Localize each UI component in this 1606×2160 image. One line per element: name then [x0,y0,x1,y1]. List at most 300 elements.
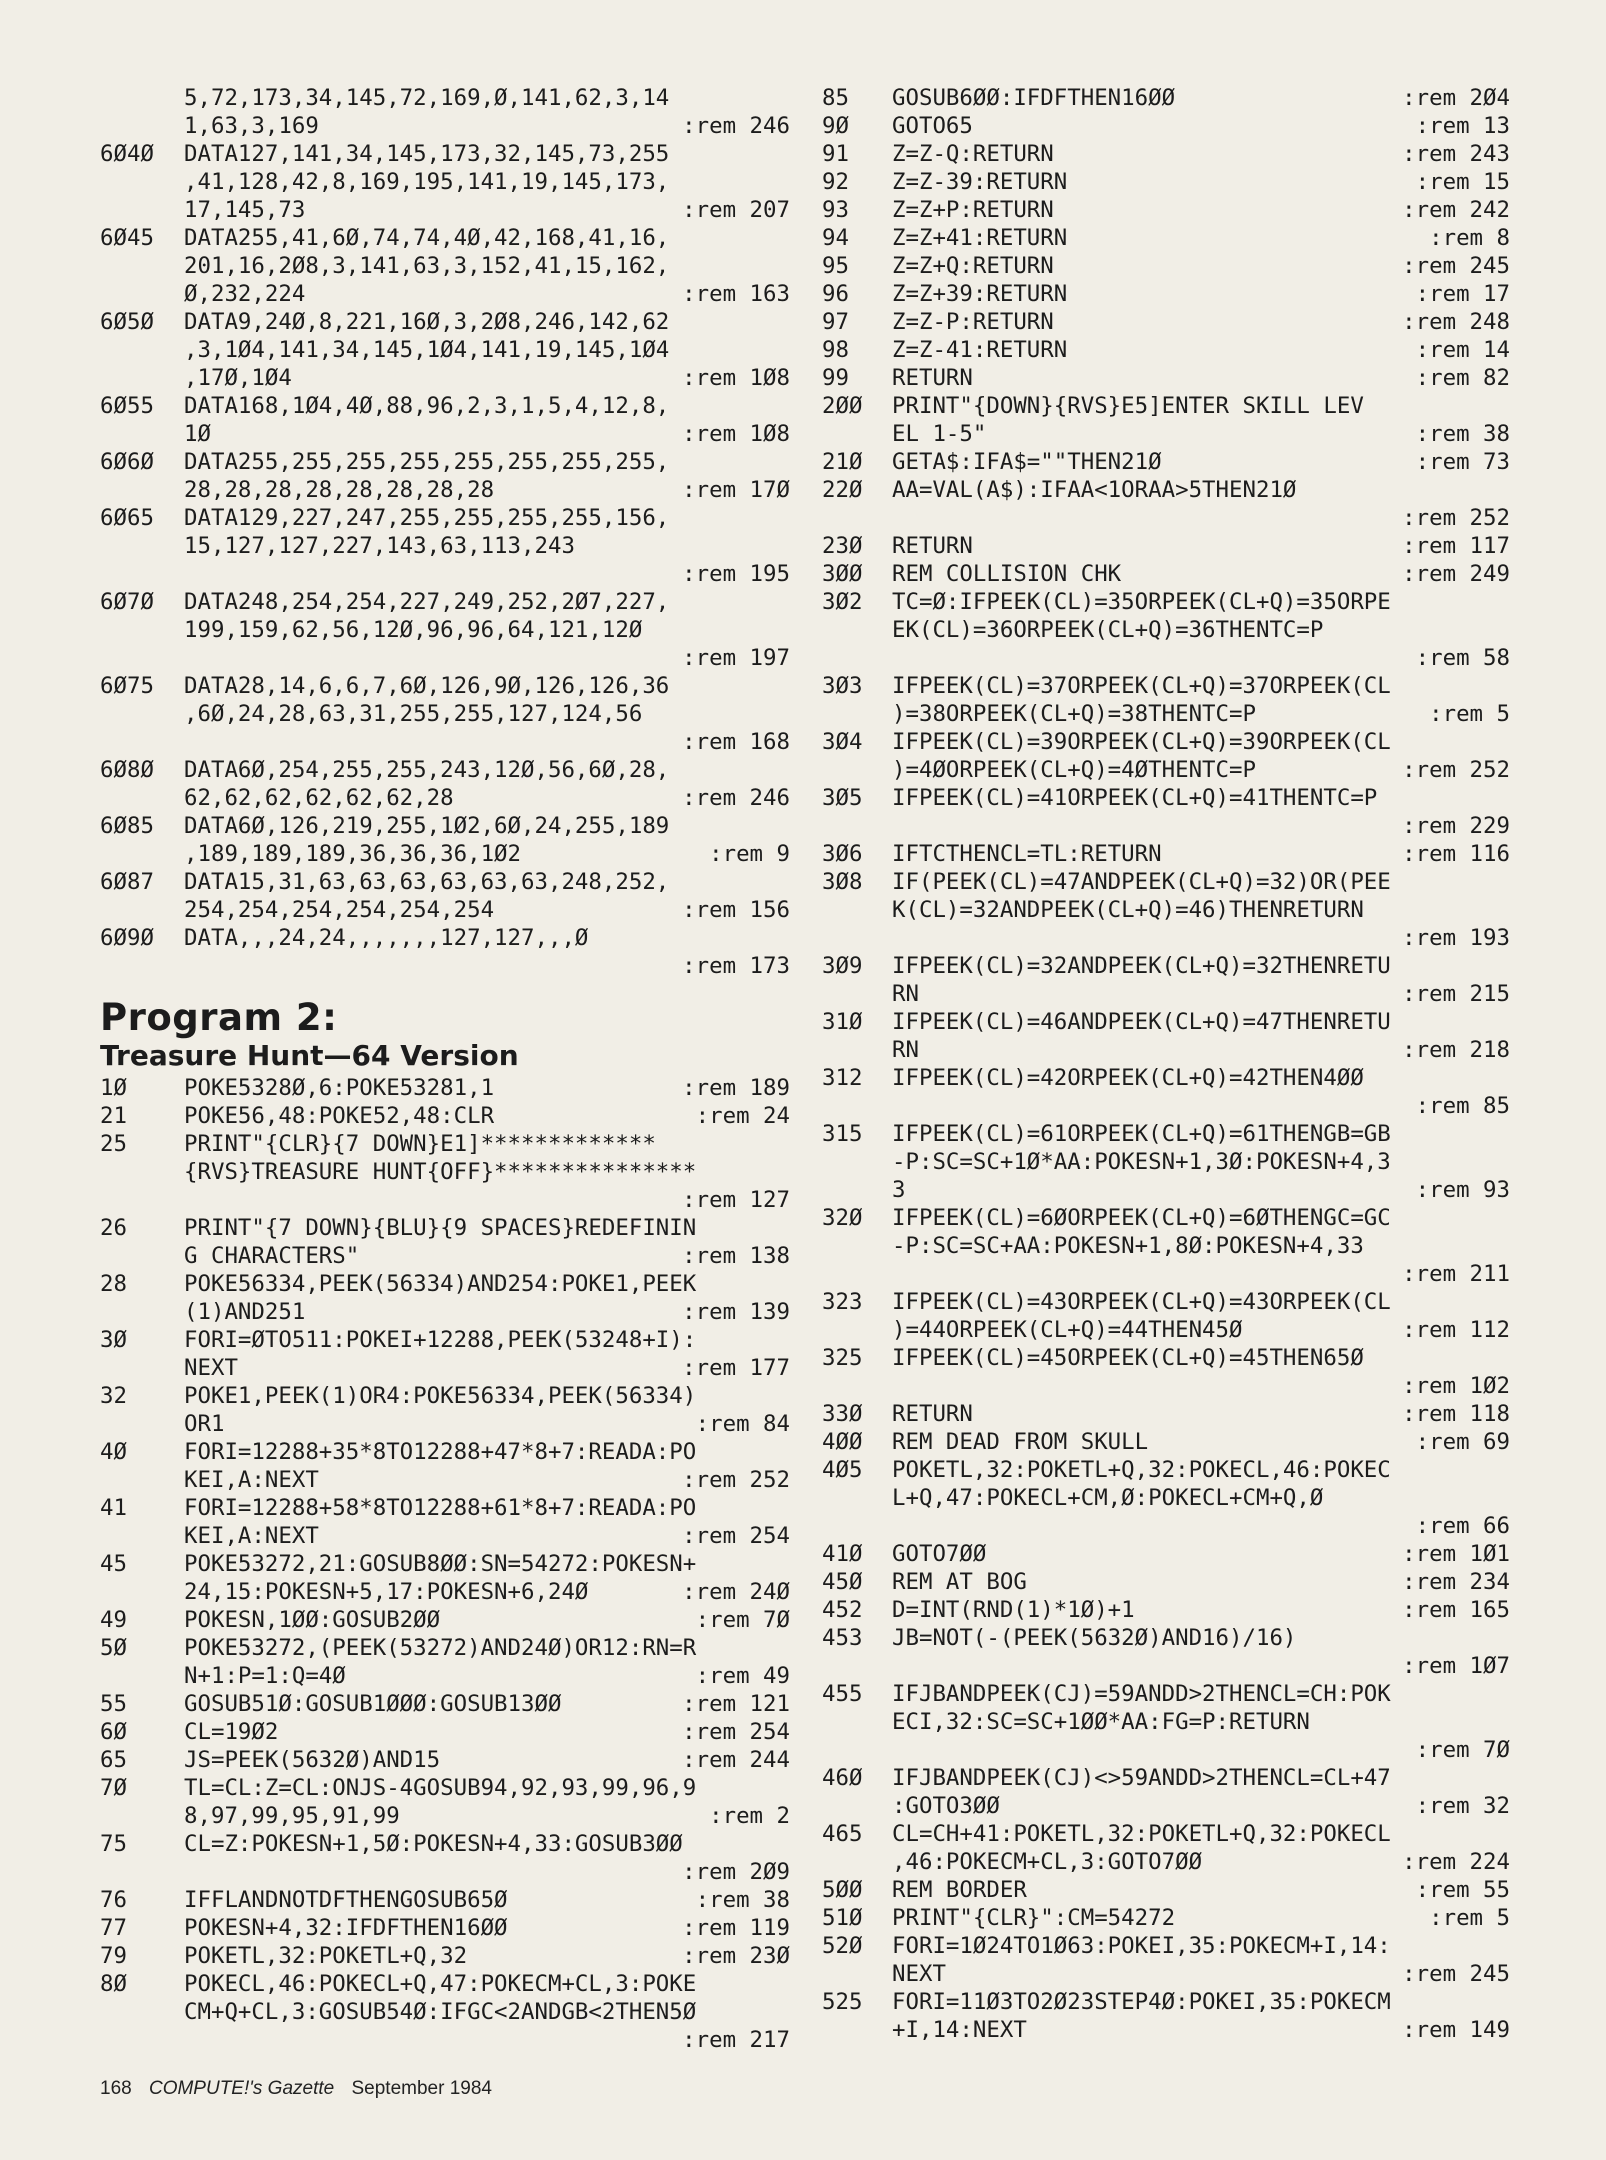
line-number: 25 [100,1131,127,1157]
code-line [822,1120,1510,1148]
code-text: POKETL,32:POKETL+Q,32 [184,1943,468,1969]
line-number: 51Ø [822,1905,863,1931]
code-line [100,1746,790,1774]
checksum-rem: :rem 193 [1402,925,1510,951]
checksum-rem: :rem 9 [709,841,790,867]
checksum-rem: :rem 121 [682,1691,790,1717]
program-heading [100,980,790,1074]
line-number: 97 [822,309,849,335]
code-text: IFJBANDPEEK(CJ)<>59ANDD>2THENCL=CL+47 [892,1765,1391,1791]
checksum-rem: :rem 116 [1402,841,1510,867]
line-number: 453 [822,1625,863,1651]
checksum-rem: :rem 73 [1415,449,1510,475]
code-line [100,392,790,420]
code-line [100,1578,790,1606]
page-footer [100,2078,492,2100]
code-line [822,672,1510,700]
code-text: GOTO65 [892,113,973,139]
checksum-rem: :rem 252 [682,1467,790,1493]
line-number: 6Ø75 [100,673,154,699]
line-number: 5Ø [100,1635,127,1661]
line-number: 3Ø2 [822,589,863,615]
checksum-rem: :rem 14 [1415,337,1510,363]
code-text: KEI,A:NEXT [184,1467,319,1493]
code-line [822,84,1510,112]
code-text: FORI=11Ø3TO2Ø23STEP4Ø:POKEI,35:POKECM [892,1989,1391,2015]
checksum-rem: :rem 24 [695,1103,790,1129]
checksum-rem: :rem 5 [1429,1905,1510,1931]
checksum-rem: :rem 149 [1402,2017,1510,2043]
code-text: IFJBANDPEEK(CJ)=59ANDD>2THENCL=CH:POK [892,1681,1391,1707]
line-number: 79 [100,1943,127,1969]
line-number: 6Ø8Ø [100,757,154,783]
code-text: DATA6Ø,254,255,255,243,12Ø,56,6Ø,28, [184,757,670,783]
code-line [822,1176,1510,1204]
line-number: 85 [822,85,849,111]
page-number: 168 [100,2078,132,2099]
code-text: ,6Ø,24,28,63,31,255,255,127,124,56 [184,701,643,727]
code-line [100,1214,790,1242]
code-line [100,756,790,784]
code-text: -P:SC=SC+1Ø*AA:POKESN+1,3Ø:POKESN+4,3 [892,1149,1391,1175]
checksum-rem: :rem 229 [1402,813,1510,839]
line-number: 3Ø [100,1327,127,1353]
checksum-rem: :rem 7Ø [1415,1737,1510,1763]
code-line [100,1326,790,1354]
code-line [822,1652,1510,1680]
checksum-rem: :rem 49 [695,1663,790,1689]
checksum-rem: :rem 254 [682,1719,790,1745]
code-text: AA=VAL(A$):IFAA<1ORAA>5THEN21Ø [892,477,1297,503]
code-line [822,728,1510,756]
code-line [100,84,790,112]
code-line [100,224,790,252]
code-text: 5,72,173,34,145,72,169,Ø,141,62,3,14 [184,85,670,111]
checksum-rem: :rem 195 [682,561,790,587]
line-number: 91 [822,141,849,167]
code-line [100,1774,790,1802]
code-line [822,1484,1510,1512]
checksum-rem: :rem 117 [1402,533,1510,559]
code-text: DATA6Ø,126,219,255,1Ø2,6Ø,24,255,189 [184,813,670,839]
code-text: DATA15,31,63,63,63,63,63,63,248,252, [184,869,670,895]
code-text: FORI=12288+58*8TO12288+61*8+7:READA:PO [184,1495,697,1521]
code-line [822,560,1510,588]
code-text: CM+Q+CL,3:GOSUB54Ø:IFGC<2ANDGB<2THEN5Ø [184,1999,697,2025]
code-text: POKE53272,21:GOSUB8ØØ:SN=54272:POKESN+ [184,1551,697,1577]
code-text: 24,15:POKESN+5,17:POKESN+6,24Ø [184,1579,589,1605]
line-number: 3ØØ [822,561,863,587]
checksum-rem: :rem 55 [1415,1877,1510,1903]
code-text: -P:SC=SC+AA:POKESN+1,8Ø:POKESN+4,33 [892,1233,1364,1259]
code-line [822,1764,1510,1792]
code-line [822,1960,1510,1988]
line-number: 2ØØ [822,393,863,419]
code-line [100,924,790,952]
code-line [100,1690,790,1718]
code-line [822,700,1510,728]
checksum-rem: :rem 17Ø [682,477,790,503]
code-text: Ø,232,224 [184,281,306,307]
code-line [822,336,1510,364]
line-number: 6Ø [100,1719,127,1745]
code-text: GOTO7ØØ [892,1541,987,1567]
code-text: IFPEEK(CL)=32ANDPEEK(CL+Q)=32THENRETU [892,953,1391,979]
line-number: 6Ø65 [100,505,154,531]
code-text: CL=19Ø2 [184,1719,279,1745]
code-line [100,1550,790,1578]
code-line [100,1522,790,1550]
code-line [822,196,1510,224]
code-line [100,700,790,728]
line-number: 33Ø [822,1401,863,1427]
checksum-rem: :rem 112 [1402,1317,1510,1343]
line-number: 98 [822,337,849,363]
publication-name: COMPUTE!'s Gazette [148,2078,335,2099]
listing-program-1-end [100,84,790,980]
code-text: TL=CL:Z=CL:ONJS-4GOSUB94,92,93,99,96,9 [184,1775,697,1801]
checksum-rem: :rem 1Ø2 [1402,1373,1510,1399]
line-number: 76 [100,1887,127,1913]
code-line [100,616,790,644]
code-text: 201,16,2Ø8,3,141,63,3,152,41,15,162, [184,253,670,279]
code-line [100,1662,790,1690]
code-text: 1Ø [184,421,211,447]
code-line [822,448,1510,476]
code-line [100,280,790,308]
code-text: REM AT BOG [892,1569,1027,1595]
checksum-rem: :rem 173 [682,953,790,979]
code-line [822,1540,1510,1568]
code-line [822,1596,1510,1624]
code-line [100,1130,790,1158]
checksum-rem: :rem 2Ø4 [1402,85,1510,111]
line-number: 3Ø9 [822,953,863,979]
code-line [822,140,1510,168]
line-number: 3Ø5 [822,785,863,811]
code-text: DATA,,,24,24,,,,,,,127,127,,,Ø [184,925,589,951]
code-line [100,672,790,700]
code-line [822,308,1510,336]
checksum-rem: :rem 1Ø8 [682,421,790,447]
code-text: REM BORDER [892,1877,1027,1903]
code-line [822,1624,1510,1652]
code-line [100,560,790,588]
code-line [822,252,1510,280]
code-text: RETURN [892,1401,973,1427]
code-text: 62,62,62,62,62,62,28 [184,785,454,811]
line-number: 1Ø [100,1075,127,1101]
issue-date: September 1984 [351,2078,492,2099]
checksum-rem: :rem 119 [682,1915,790,1941]
code-line [822,1064,1510,1092]
line-number: 6Ø4Ø [100,141,154,167]
code-line [100,1802,790,1830]
code-line [100,504,790,532]
code-line [100,784,790,812]
code-text: RN [892,981,919,1007]
code-line [100,336,790,364]
checksum-rem: :rem 5 [1429,701,1510,727]
checksum-rem: :rem 242 [1402,197,1510,223]
code-text: G CHARACTERS" [184,1243,360,1269]
code-line [822,1316,1510,1344]
code-text: EL 1-5" [892,421,987,447]
code-line [100,1634,790,1662]
checksum-rem: :rem 189 [682,1075,790,1101]
line-number: 3Ø6 [822,841,863,867]
code-text: PRINT"{DOWN}{RVS}E5]ENTER SKILL LEV [892,393,1364,419]
code-text: IFPEEK(CL)=42ORPEEK(CL+Q)=42THEN4ØØ [892,1065,1364,1091]
line-number: 312 [822,1065,863,1091]
checksum-rem: :rem 2 [709,1803,790,1829]
program-title: Program 2: [100,996,338,1039]
code-text: Z=Z+P:RETURN [892,197,1054,223]
line-number: 323 [822,1289,863,1315]
checksum-rem: :rem 38 [695,1887,790,1913]
code-text: ,3,1Ø4,141,34,145,1Ø4,141,19,145,1Ø4 [184,337,670,363]
code-line [822,1036,1510,1064]
code-line [100,644,790,672]
code-line [822,980,1510,1008]
code-text: DATA9,24Ø,8,221,16Ø,3,2Ø8,246,142,62 [184,309,670,335]
checksum-rem: :rem 234 [1402,1569,1510,1595]
code-text: FORI=ØTO511:POKEI+12288,PEEK(53248+I): [184,1327,697,1353]
code-line [100,196,790,224]
code-line [100,252,790,280]
code-text: N+1:P=1:Q=4Ø [184,1663,346,1689]
checksum-rem: :rem 127 [682,1187,790,1213]
code-line [100,1998,790,2026]
checksum-rem: :rem 17 [1415,281,1510,307]
code-line [100,1354,790,1382]
code-text: :GOTO3ØØ [892,1793,1000,1819]
code-text: IFPEEK(CL)=61ORPEEK(CL+Q)=61THENGB=GB [892,1121,1391,1147]
code-text: DATA129,227,247,255,255,255,255,156, [184,505,670,531]
code-text: POKE1,PEEK(1)OR4:POKE56334,PEEK(56334) [184,1383,697,1409]
code-text: 3 [892,1177,906,1203]
checksum-rem: :rem 244 [682,1747,790,1773]
checksum-rem: :rem 252 [1402,505,1510,531]
code-line [100,1606,790,1634]
code-line [100,2026,790,2054]
code-line [822,896,1510,924]
code-text: Z=Z-39:RETURN [892,169,1068,195]
code-text: IF(PEEK(CL)=47ANDPEEK(CL+Q)=32)OR(PEE [892,869,1391,895]
code-line [100,1830,790,1858]
code-line [100,728,790,756]
code-line [822,504,1510,532]
code-text: OR1 [184,1411,225,1437]
code-text: FORI=12288+35*8TO12288+47*8+7:READA:PO [184,1439,697,1465]
checksum-rem: :rem 246 [682,113,790,139]
code-line [100,1382,790,1410]
program-subtitle: Treasure Hunt—64 Version [100,1039,519,1072]
code-line [100,1102,790,1130]
line-number: 92 [822,169,849,195]
line-number: 6Ø6Ø [100,449,154,475]
checksum-rem: :rem 66 [1415,1513,1510,1539]
checksum-rem: :rem 139 [682,1299,790,1325]
code-line [100,308,790,336]
code-line [100,1074,790,1102]
line-number: 4Ø [100,1439,127,1465]
code-line [822,840,1510,868]
line-number: 6Ø45 [100,225,154,251]
code-line [100,1410,790,1438]
code-text: POKE5328Ø,6:POKE53281,1 [184,1075,495,1101]
code-line [822,112,1510,140]
code-text: PRINT"{CLR}":CM=54272 [892,1905,1176,1931]
code-text: IFTCTHENCL=TL:RETURN [892,841,1162,867]
checksum-rem: :rem 15 [1415,169,1510,195]
checksum-rem: :rem 24Ø [682,1579,790,1605]
checksum-rem: :rem 215 [1402,981,1510,1007]
code-line [100,868,790,896]
code-text: ,41,128,42,8,169,195,141,19,145,173, [184,169,670,195]
code-line [822,1260,1510,1288]
code-line [100,532,790,560]
code-text: RETURN [892,533,973,559]
code-text: Z=Z+39:RETURN [892,281,1068,307]
line-number: 6Ø55 [100,393,154,419]
line-number: 9Ø [822,113,849,139]
code-line [822,420,1510,448]
code-line [822,952,1510,980]
code-line [822,532,1510,560]
code-text: {RVS}TREASURE HUNT{OFF}*************** [184,1159,697,1185]
code-text: DATA168,1Ø4,4Ø,88,96,2,3,1,5,4,12,8, [184,393,670,419]
code-line [100,1970,790,1998]
code-text: CL=CH+41:POKETL,32:POKETL+Q,32:POKECL [892,1821,1391,1847]
code-text: JB=NOT(-(PEEK(5632Ø)AND16)/16) [892,1625,1297,1651]
line-number: 5ØØ [822,1877,863,1903]
code-text: JS=PEEK(5632Ø)AND15 [184,1747,441,1773]
line-number: 7Ø [100,1775,127,1801]
code-line [100,1158,790,1186]
listing-program-2-start [100,1074,790,2054]
line-number: 49 [100,1607,127,1633]
code-text: DATA255,255,255,255,255,255,255,255, [184,449,670,475]
checksum-rem: :rem 168 [682,729,790,755]
checksum-rem: :rem 252 [1402,757,1510,783]
code-line [100,1494,790,1522]
code-text: REM COLLISION CHK [892,561,1122,587]
code-text: +I,14:NEXT [892,2017,1027,2043]
checksum-rem: :rem 249 [1402,561,1510,587]
line-number: 3Ø8 [822,869,863,895]
line-number: 22Ø [822,477,863,503]
code-line [822,588,1510,616]
code-text: GETA$:IFA$=""THEN21Ø [892,449,1162,475]
checksum-rem: :rem 69 [1415,1429,1510,1455]
checksum-rem: :rem 118 [1402,1401,1510,1427]
checksum-rem: :rem 248 [1402,309,1510,335]
code-line [822,224,1510,252]
line-number: 452 [822,1597,863,1623]
code-text: 17,145,73 [184,197,306,223]
checksum-rem: :rem 1Ø7 [1402,1653,1510,1679]
line-number: 6Ø87 [100,869,154,895]
code-line [100,1942,790,1970]
code-text: (1)AND251 [184,1299,306,1325]
code-line [100,364,790,392]
line-number: 8Ø [100,1971,127,1997]
code-line [822,1568,1510,1596]
checksum-rem: :rem 165 [1402,1597,1510,1623]
code-line [822,364,1510,392]
code-text: RN [892,1037,919,1063]
code-text: ECI,32:SC=SC+1ØØ*AA:FG=P:RETURN [892,1709,1310,1735]
code-line [100,1858,790,1886]
code-line [822,1932,1510,1960]
code-line [822,1092,1510,1120]
code-line [100,1298,790,1326]
code-line [822,1904,1510,1932]
code-text: )=44ORPEEK(CL+Q)=44THEN45Ø [892,1317,1243,1343]
checksum-rem: :rem 217 [682,2027,790,2053]
line-number: 465 [822,1821,863,1847]
code-line [822,1288,1510,1316]
code-text: K(CL)=32ANDPEEK(CL+Q)=46)THENRETURN [892,897,1364,923]
code-line [822,616,1510,644]
code-line [100,1438,790,1466]
line-number: 6Ø9Ø [100,925,154,951]
line-number: 52Ø [822,1933,863,1959]
checksum-rem: :rem 38 [1415,421,1510,447]
code-text: RETURN [892,365,973,391]
line-number: 45 [100,1551,127,1577]
code-line [822,812,1510,840]
line-number: 94 [822,225,849,251]
code-line [100,168,790,196]
line-number: 23Ø [822,533,863,559]
code-text: Z=Z+41:RETURN [892,225,1068,251]
code-text: NEXT [184,1355,238,1381]
checksum-rem: :rem 224 [1402,1849,1510,1875]
code-text: POKE53272,(PEEK(53272)AND24Ø)OR12:RN=R [184,1635,697,1661]
code-text: ,46:POKECM+CL,3:GOTO7ØØ [892,1849,1203,1875]
code-text: Z=Z-P:RETURN [892,309,1054,335]
code-line [822,476,1510,504]
line-number: 95 [822,253,849,279]
code-line [822,1512,1510,1540]
code-line [822,1204,1510,1232]
code-line [822,1876,1510,1904]
code-text: POKECL,46:POKECL+Q,47:POKECM+CL,3:POKE [184,1971,697,1997]
code-text: IFPEEK(CL)=37ORPEEK(CL+Q)=37ORPEEK(CL [892,673,1391,699]
checksum-rem: :rem 207 [682,197,790,223]
checksum-rem: :rem 245 [1402,1961,1510,1987]
code-text: 1,63,3,169 [184,113,319,139]
code-text: IFPEEK(CL)=39ORPEEK(CL+Q)=39ORPEEK(CL [892,729,1391,755]
code-text: CL=Z:POKESN+1,5Ø:POKESN+4,33:GOSUB3ØØ [184,1831,683,1857]
checksum-rem: :rem 218 [1402,1037,1510,1063]
line-number: 45Ø [822,1569,863,1595]
checksum-rem: :rem 211 [1402,1261,1510,1287]
line-number: 4ØØ [822,1429,863,1455]
code-line [822,1232,1510,1260]
checksum-rem: :rem 254 [682,1523,790,1549]
code-text: ,17Ø,1Ø4 [184,365,292,391]
code-line [100,812,790,840]
code-line [822,1428,1510,1456]
code-text: D=INT(RND(1)*1Ø)+1 [892,1597,1135,1623]
line-number: 55 [100,1691,127,1717]
code-text: POKESN,1ØØ:GOSUB2ØØ [184,1607,441,1633]
code-line [100,588,790,616]
checksum-rem: :rem 84 [695,1411,790,1437]
